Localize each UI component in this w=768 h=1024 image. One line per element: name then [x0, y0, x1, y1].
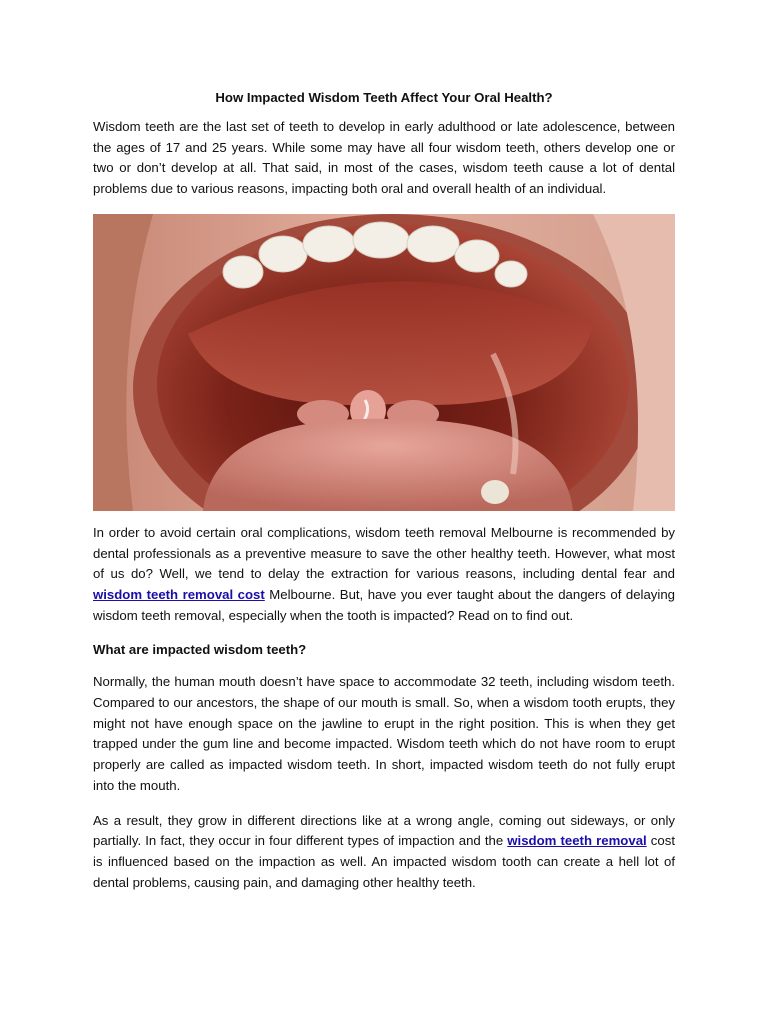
- section-subheading: What are impacted wisdom teeth?: [93, 642, 307, 658]
- consequences-paragraph-text-after: cost is influenced based on the impaction as well. An impacted wisdom tooth can create a hell lot of dental problems, causing pain, and damaging other healthy teeth.: [93, 833, 675, 890]
- definition-paragraph: Normally, the human mouth doesn’t have space to accommodate 32 teeth, including wisdom teeth. Compared to our ancestors, the shape of our mouth is small. So, when a wisdom tooth erupts, they might not have enough space on the jawline to erupt in the right position. This is when they get trapped under the gum line and become impacted. Wisdom teeth which do not have room to erupt properly are called as impacted wisdom teeth. In short, impacted wisdom teeth do not fully erupt into the mouth.: [93, 674, 675, 793]
- wisdom-teeth-removal-link[interactable]: wisdom teeth removal: [507, 833, 647, 849]
- consequences-paragraph: [93, 811, 675, 894]
- delay-paragraph: [93, 523, 675, 627]
- open-mouth-photo: [93, 214, 675, 511]
- delay-paragraph-text-before: In order to avoid certain oral complications, wisdom teeth removal Melbourne is recommended by dental professionals as a preventive measure to save the other healthy teeth. However, what most of us do? Well, we tend to delay the extraction for various reasons, including dental fear and: [93, 524, 675, 582]
- document-title: How Impacted Wisdom Teeth Affect Your Oral Health?: [215, 90, 553, 105]
- consequences-paragraph-text-before: As a result, they grow in different directions like at a wrong angle, coming out sideways, or only partially. In fact, they occur in four different types of impaction and the: [93, 812, 675, 849]
- intro-paragraph: Wisdom teeth are the last set of teeth to develop in early adulthood or late adolescence, between the ages of 17 and 25 years. While some may have all four wisdom teeth, others develop one or two or don’t develop at all. That said, in most of the cases, wisdom teeth cause a lot of dental problems due to various reasons, impacting both oral and overall health of an individual.: [93, 119, 675, 197]
- delay-paragraph-text-after: Melbourne. But, have you ever taught about the dangers of delaying wisdom teeth removal, especially when the tooth is impacted? Read on to find out.: [93, 586, 675, 623]
- wisdom-teeth-removal-cost-link[interactable]: wisdom teeth removal cost: [93, 586, 265, 602]
